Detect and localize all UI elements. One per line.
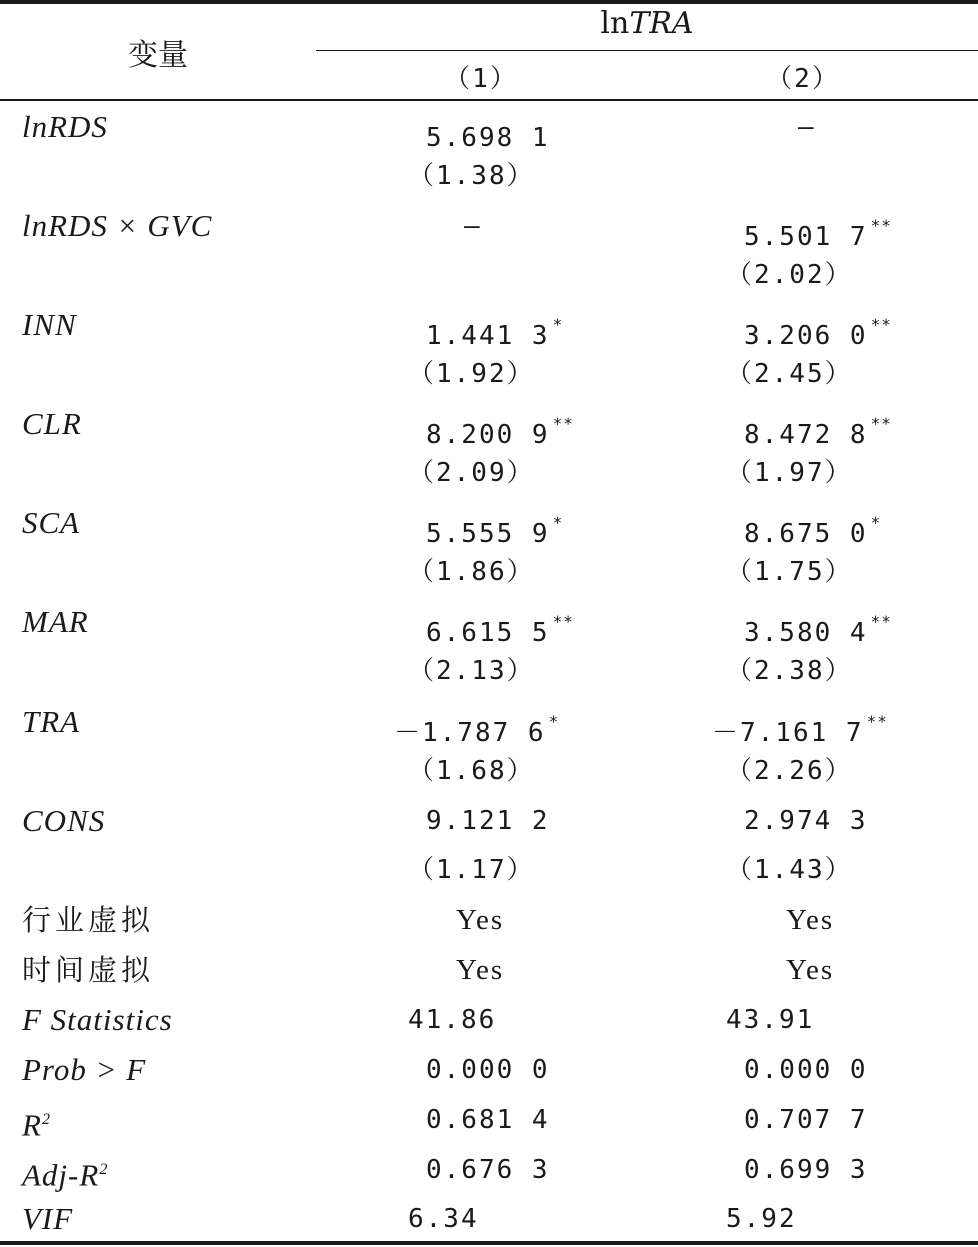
row-cons-col2-t: （1.43） (726, 855, 853, 885)
row-lnrds-gvc-col2-t: （2.02） (726, 260, 853, 290)
row-lnrds-col1-t: （1.38） (408, 161, 535, 191)
row-tra-col2-t: （2.26） (726, 756, 853, 786)
sig-stars: * (870, 513, 882, 532)
row-clr-col1 (394, 404, 606, 455)
row-tra-col2 (712, 702, 892, 753)
table-top-rule (0, 0, 978, 4)
coef: — (798, 112, 816, 142)
row-label-f-statistics: F Statistics (22, 1002, 173, 1037)
sig-stars: * (552, 513, 564, 532)
column-2-header: （2） (766, 64, 840, 94)
coef: 5.501 7 (744, 222, 868, 252)
row-industry-dummy-col1: Yes (456, 904, 505, 936)
coef: －1.787 6 (394, 718, 546, 748)
sig-stars: ** (552, 612, 574, 631)
row-label-time-dummy: 时间虚拟 (22, 953, 155, 987)
row-mar-col2 (712, 602, 924, 653)
row-label-vif: VIF (22, 1201, 74, 1236)
adj-r2-base: Adj-R (22, 1157, 100, 1193)
coef: 8.200 9 (426, 420, 550, 450)
table-bottom-rule (0, 1241, 978, 1245)
coef: — (464, 211, 482, 241)
row-label-inn: INN (22, 307, 77, 342)
row-cons-col2 (712, 801, 924, 841)
row-r2-col1: 0.681 4 (426, 1105, 550, 1135)
variable-header: 变量 (128, 38, 188, 73)
sig-stars: * (552, 315, 564, 334)
row-cons-col1 (394, 801, 606, 841)
column-1-header: （1） (444, 64, 518, 94)
dependent-variable-header (316, 6, 978, 41)
row-label-tra: TRA (22, 704, 81, 739)
coef: －7.161 7 (712, 718, 864, 748)
row-vif-col2: 5.92 (726, 1204, 797, 1234)
header-subrule (316, 50, 978, 51)
row-lnrds-col2 (712, 107, 978, 147)
row-time-dummy-col2: Yes (786, 954, 835, 986)
row-lnrds-gvc-col2 (712, 206, 924, 257)
row-inn-col1-t: （1.92） (408, 359, 535, 389)
row-clr-col1-t: （2.09） (408, 458, 535, 488)
dependent-prefix: ln (600, 6, 630, 41)
row-label-clr: CLR (22, 406, 82, 441)
row-inn-col2 (712, 305, 924, 356)
row-label-prob-f: Prob > F (22, 1052, 147, 1087)
row-prob-f-col1: 0.000 0 (426, 1055, 550, 1085)
coef: 3.580 4 (744, 618, 868, 648)
row-cons-col1-t: （1.17） (408, 855, 535, 885)
row-label-industry-dummy: 行业虚拟 (22, 903, 155, 937)
header-rule (0, 99, 978, 101)
row-clr-col2 (712, 404, 924, 455)
row-tra-col1 (394, 702, 574, 753)
row-label-mar: MAR (22, 604, 89, 639)
row-industry-dummy-col2: Yes (786, 904, 835, 936)
coef: 3.206 0 (744, 321, 868, 351)
sig-stars: ** (552, 414, 574, 433)
sig-stars: ** (870, 414, 892, 433)
row-sca-col2-t: （1.75） (726, 557, 853, 587)
sig-stars: * (548, 712, 560, 731)
row-lnrds-col1 (394, 107, 606, 158)
coef: 5.698 1 (426, 123, 550, 153)
row-prob-f-col2: 0.000 0 (744, 1055, 868, 1085)
sig-stars: ** (870, 612, 892, 631)
row-f-statistics-col1: 41.86 (408, 1005, 497, 1035)
row-sca-col1 (394, 503, 606, 554)
dependent-var: TRA (629, 6, 694, 41)
row-lnrds-gvc-col1 (394, 206, 644, 246)
coef: 9.121 2 (426, 806, 550, 836)
adj-r2-superscript: 2 (99, 1161, 109, 1178)
row-vif-col1: 6.34 (408, 1204, 479, 1234)
coef: 5.555 9 (426, 519, 550, 549)
row-time-dummy-col1: Yes (456, 954, 505, 986)
coef: 1.441 3 (426, 321, 550, 351)
row-label-lnrds: lnRDS (22, 109, 108, 144)
row-sca-col2 (712, 503, 924, 554)
row-r2-col2: 0.707 7 (744, 1105, 868, 1135)
row-mar-col1 (394, 602, 606, 653)
row-inn-col1 (394, 305, 606, 356)
coef: 6.615 5 (426, 618, 550, 648)
row-label-cons: CONS (22, 803, 106, 838)
row-f-statistics-col2: 43.91 (726, 1005, 815, 1035)
row-mar-col1-t: （2.13） (408, 656, 535, 686)
row-mar-col2-t: （2.38） (726, 656, 853, 686)
row-label-lnrds-gvc: lnRDS × GVC (22, 208, 213, 243)
row-adj-r2-col1: 0.676 3 (426, 1155, 550, 1185)
sig-stars: ** (866, 712, 888, 731)
sig-stars: ** (870, 216, 892, 235)
row-label-sca: SCA (22, 505, 81, 540)
row-inn-col2-t: （2.45） (726, 359, 853, 389)
coef: 8.472 8 (744, 420, 868, 450)
row-sca-col1-t: （1.86） (408, 557, 535, 587)
row-label-r2 (22, 1100, 51, 1145)
sig-stars: ** (870, 315, 892, 334)
row-adj-r2-col2: 0.699 3 (744, 1155, 868, 1185)
r2-base: R (22, 1107, 42, 1143)
row-label-adj-r2 (22, 1150, 108, 1195)
coef: 8.675 0 (744, 519, 868, 549)
r2-superscript: 2 (41, 1111, 51, 1128)
coef: 2.974 3 (744, 806, 868, 836)
row-clr-col2-t: （1.97） (726, 458, 853, 488)
row-tra-col1-t: （1.68） (408, 756, 535, 786)
